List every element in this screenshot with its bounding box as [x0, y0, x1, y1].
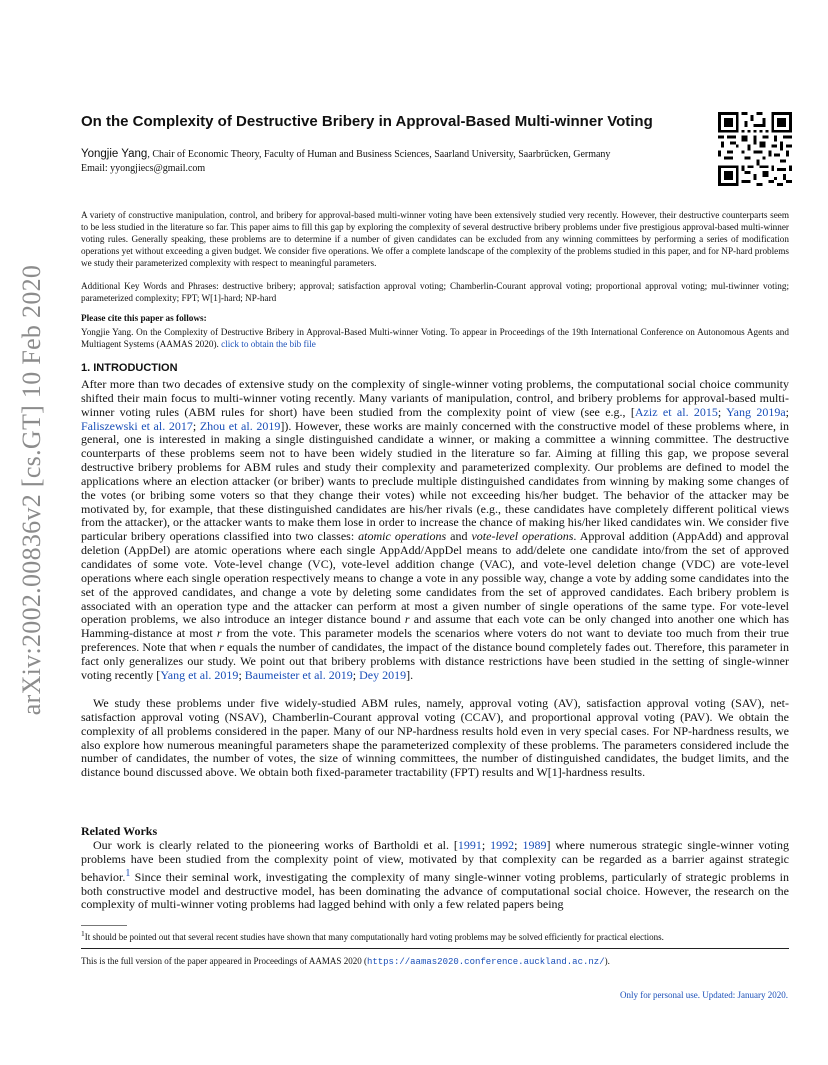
cite-text	[81, 326, 789, 350]
citation-separator: ;	[192, 418, 200, 433]
intro-text: and	[446, 529, 472, 544]
keywords: Additional Key Words and Phrases: destructive bribery; approval; satisfaction approval voting; Chamberlin-Courant approval voting; proportional approval voting; mul-tiwinner voting; parameterized complexity; FPT; W[1]-hard; NP-hard	[81, 281, 789, 304]
cite-heading: Please cite this paper as follows:	[81, 313, 207, 323]
related-works-paragraph	[81, 839, 789, 912]
intro-paragraph-2: We study these problems under five widely-studied ABM rules, namely, approval voting (AV), satisfaction approval voting (SAV), net-satisfaction approval voting (NSAV), Chamberlin-Courant approval voting (CCAV), and proportional approval voting (PAV). We obtain the complexity of all problems considered in the paper. Many of our NP-hardness results hold even in very special cases. For NP-hardness results, we also explore how numerous meaningful parameters shape the parameterized complexity of these problems. The parameters considered include the number of candidates, the number of votes, the size of winning committees, the number of distinguished candidates, the budget limits, and the distance bound discussed above. We obtain both fixed-parameter tractability (FPT) results and W[1]-hardness results.	[81, 696, 789, 780]
citation-link[interactable]: Dey 2019	[359, 667, 407, 682]
personal-use-note: Only for personal use. Updated: January 2020.	[620, 990, 788, 1000]
full-version-text: This is the full version of the paper appeared in Proceedings of AAMAS 2020 (	[81, 956, 367, 966]
author-name: Yongjie Yang	[81, 148, 148, 160]
footer-rule	[81, 948, 789, 949]
citation-separator: ;	[238, 667, 245, 682]
citation-link[interactable]: 1989	[522, 838, 547, 852]
math-r: r	[219, 640, 224, 655]
footnote	[81, 929, 789, 942]
intro-text: from the vote. This parameter models the scenarios where voters do not want to deviate too much from their true preferences. Note that when	[81, 626, 789, 655]
citation-link[interactable]: Zhou et al. 2019	[199, 418, 281, 433]
cite-reference: Yongjie Yang. On the Complexity of Destructive Bribery in Approval-Based Multi-winner Voting. To appear in Proceedings of the 19th International Conference on Autonomous Agents and Multiagent Systems (AAMAS 2020).	[81, 327, 789, 350]
full-version-note	[81, 956, 789, 967]
abstract: A variety of constructive manipulation, control, and bribery for approval-based multi-winner voting have been extensively studied very recently. However, their destructive counterparts seem to be less studied in the literature so far. This paper aims to fill this gap by exploring the complexity of several destructive bribery problems under five prestigious approval-based multi-winner voting rules. Generally speaking, these problems are to determine if a number of given candidates can be excluded from any winning committees by performing a series of modification operations yet without exceeding a given budget. We consider five operations. We offer a complete landscape of the complexity of the problems studied in this paper, and for NP-hard problems we study their parameterized complexity with respect to meaningful parameters.	[81, 210, 789, 269]
intro-text: equals the number of candidates, the impact of the distance bound completely fades out. Therefore, this parameter in fact only generalizes our study. We point out that bribery problems with distance restrictions have been studied in the setting of single-winner voting recently [	[81, 640, 789, 682]
footnote-marker[interactable]: 1	[125, 867, 131, 879]
intro-text: After more than two decades of extensive study on the complexity of single-winner voting problems, the computational social choice community shifted their main focus to multi-winner voting recently. Many variants of manipulation, control, and bribery problems for approval-based multi-winner voting rules (ABM rules for short) have been studied from the complexity point of view (see e.g., [	[81, 377, 789, 419]
intro-text: ].	[406, 667, 414, 682]
citation-link[interactable]: Aziz et al. 2015	[634, 404, 718, 419]
full-version-text: ).	[604, 956, 610, 966]
intro-text: ]). However, these works are mainly concerned with the constructive model of these problems where, in general, one is interested in making a single distinguished candidate a winner, or making a committee a winning committee. The destructive counterparts of these problems seem not to have been widely studied in the literature so far. Aiming at filling this gap, we propose several destructive bribery problems for ABM rules and study their complexity and parameterized complexity. Our problems are defined to model the applications where an election attacker (or briber) wants to preclude multiple distinguished candidates from winning by making some changes of the votes (or bribing some voters so that they change their votes) while not exceeding his/her budget. The behavior of the attacker may be motivated by, for example, that these distinguished candidates are his/her rivals (e.g., these candidates have completely different political views from the attacker), or the attacker wants to make them lose in order to increase the chance of making his/her liked candidates win. We consider five particular bribery operations classified into two classes:	[81, 418, 789, 544]
arxiv-identifier: arXiv:2002.00836v2 [cs.GT] 10 Feb 2020	[17, 264, 46, 716]
intro-paragraph-1	[81, 378, 789, 683]
citation-separator: ;	[514, 838, 523, 852]
term-atomic-operations: atomic operations	[358, 529, 447, 544]
author-line	[81, 147, 701, 162]
math-r: r	[404, 612, 410, 627]
citation-separator: ;	[481, 838, 491, 852]
footnote-rule	[81, 925, 127, 926]
qr-code-icon[interactable]	[718, 112, 792, 186]
citation-link[interactable]: Yang et al. 2019	[160, 667, 239, 682]
bib-file-link[interactable]: click to obtain the bib file	[221, 339, 316, 350]
citation-link[interactable]: 1992	[490, 838, 515, 852]
intro-text: . Approval addition (AppAdd) and approval deletion (AppDel) are atomic operations where each single AppAdd/AppDel means to add/delete one candidate into/from the set of approved candidates of some vote. Vote-level change (VC), vote-level addition change (VAC), and vote-level deletion change (VDC) are vote-level operations where each single operation respectively means to change a vote in any possible way, change a vote by adding some candidates into the set of the approved candidates, and change a vote by deleting some candidates from the set of approved candidates. Each bribery problem is associated with an operation type and the attacker can perform at most a given number of single operations of the same type. For vote-level operation problems, we also introduce an integer distance bound	[81, 529, 789, 627]
citation-link[interactable]: Baumeister et al. 2019	[244, 667, 353, 682]
related-text: Our work is clearly related to the pioneering works of Bartholdi et al. [	[93, 838, 458, 852]
citation-separator: ;	[785, 404, 789, 419]
citation-separator: ;	[717, 404, 727, 419]
intro-text: and assume that each vote can be only changed into another one which has Hamming-distance at most	[81, 612, 789, 641]
citation-link[interactable]: Yang 2019a	[726, 404, 786, 419]
footnote-number: 1	[81, 929, 85, 938]
footnote-text: It should be pointed out that several recent studies have shown that many computationally hard voting problems may be solved efficiently for practical elections.	[84, 932, 664, 942]
author-email: Email: yyongjiecs@gmail.com	[81, 163, 206, 174]
arxiv-identifier-sidebar	[14, 264, 50, 716]
paper-title: On the Complexity of Destructive Bribery in Approval-Based Multi-winner Voting	[81, 113, 653, 130]
section-heading-introduction: 1. INTRODUCTION	[81, 362, 178, 374]
term-vote-level-operations: vote-level operations	[471, 529, 574, 544]
math-r: r	[216, 626, 222, 641]
citation-link[interactable]: Faliszewski et al. 2017	[81, 418, 193, 433]
author-affiliation: , Chair of Economic Theory, Faculty of Human and Business Sciences, Saarland University, Saarbrücken, Germany	[147, 149, 611, 160]
citation-link[interactable]: 1991	[457, 838, 482, 852]
related-works-heading: Related Works	[81, 824, 158, 838]
citation-separator: ;	[352, 667, 360, 682]
aamas-url-link[interactable]: https://aamas2020.conference.auckland.ac.nz/	[366, 957, 605, 967]
related-text: ] where numerous strategic single-winner voting problems have been studied from the complexity point of view, motivated by that complexity can be regarded as a barrier against strategic behavior.	[81, 838, 789, 884]
related-text: Since their seminal work, investigating the complexity of many single-winner voting problems, particularly of strategic problems in both constructive model and destructive model, has been dominating the advance of computational social choice. However, the research on the complexity of multi-winner voting problems had lagged behind with only a few related papers being	[81, 869, 789, 912]
